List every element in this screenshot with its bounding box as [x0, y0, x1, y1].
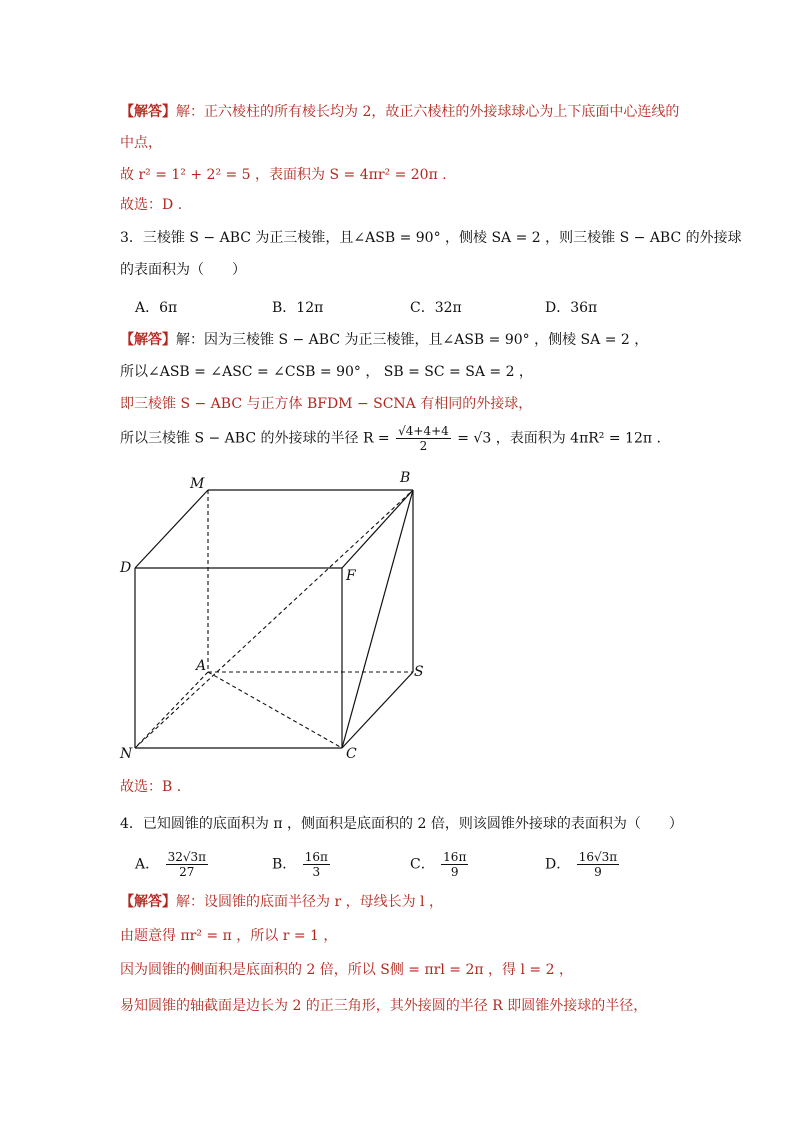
solution-tag: 【解答】	[120, 894, 176, 910]
q3-stem-line2: 的表面积为（ ）	[120, 262, 246, 278]
option-letter: D．	[545, 856, 571, 873]
q3-stem-line1: 3．三棱锥 S − ABC 为正三棱锥，且∠ASB = 90° ，侧棱 SA = 2 ，则三棱锥 S − ABC 的外接球	[120, 230, 742, 246]
q2-sol-text1: 解：正六棱柱的所有棱长均为 2，故正六棱柱的外接球球心为上下底面中心连线的	[176, 104, 680, 120]
frac-numerator: 16π	[443, 850, 467, 864]
cube-figure	[110, 460, 450, 770]
q3-option-d[interactable]: D．36π	[545, 300, 598, 316]
q3-solution-line3: 即三棱锥 S − ABC 与正方体 BFDM − SCNA 有相同的外接球，	[120, 396, 533, 412]
frac-numerator: 16√3π	[578, 850, 618, 864]
q4-sol-text1: 解：设圆锥的底面半径为 r ，母线长为 l ，	[176, 894, 443, 910]
edge-AC-dashed	[208, 672, 342, 748]
q3-option-c[interactable]: C．32π	[410, 300, 462, 316]
frac-denominator: 9	[594, 865, 602, 879]
q4-solution-line4: 易知圆锥的轴截面是边长为 2 的正三角形，其外接圆的半径 R 即圆锥外接球的半径，	[120, 998, 648, 1014]
q3-solution-line1	[120, 330, 648, 350]
q2-solution-line3: 故 r² = 1² + 2² = 5 ，表面积为 S = 4πr² = 20π .	[120, 167, 447, 183]
q3-sol4-post: = √3 ，表面积为 4πR² = 12π .	[457, 430, 661, 447]
frac-numerator: √4+4+4	[398, 424, 449, 438]
q3-sol4-pre: 所以三棱锥 S − ABC 的外接球的半径 R =	[120, 430, 390, 447]
frac-denominator: 3	[312, 865, 321, 879]
q4-solution-line2: 由题意得 πr² = π ，所以 r = 1 ，	[120, 928, 338, 944]
option-fraction	[303, 850, 330, 879]
q4-option-b[interactable]	[272, 850, 332, 879]
label-N: N	[120, 746, 133, 762]
option-letter: A．	[135, 856, 160, 873]
q3-sol-text1: 解：因为三棱锥 S − ABC 为正三棱锥，且∠ASB = 90° ，侧棱 SA = 2 ，	[176, 332, 649, 348]
label-B: B	[400, 470, 411, 486]
solution-tag: 【解答】	[120, 332, 176, 348]
q3-option-b[interactable]: B．12π	[272, 300, 324, 316]
frac-numerator: 16π	[304, 850, 328, 864]
q4-option-a[interactable]	[135, 850, 210, 879]
solution-tag: 【解答】	[120, 104, 176, 120]
label-M: M	[190, 476, 205, 492]
frac-denominator: 9	[450, 865, 459, 879]
option-fraction	[577, 850, 619, 879]
q3-solution-line4	[120, 424, 661, 453]
option-letter: B．	[272, 856, 297, 873]
frac-denominator: 2	[419, 439, 428, 453]
q2-choice: 故选：D .	[120, 197, 183, 213]
q3-choice: 故选：B .	[120, 779, 182, 795]
q2-solution-line1	[120, 102, 679, 122]
label-F: F	[346, 568, 356, 584]
q4-option-c[interactable]	[410, 850, 470, 879]
q4-stem: 4．已知圆锥的底面积为 π ，侧面积是底面积的 2 倍，则该圆锥外接球的表面积为（ ）	[120, 816, 683, 832]
option-fraction	[166, 850, 208, 879]
q4-option-d[interactable]	[545, 850, 621, 879]
diagonal-NB-dashed	[135, 490, 413, 748]
label-D: D	[120, 560, 132, 576]
option-letter: C．	[410, 856, 435, 873]
q3-solution-line2: 所以∠ASB = ∠ASC = ∠CSB = 90° ， SB = SC = SA = 2 ，	[120, 364, 533, 380]
option-fraction	[441, 850, 468, 879]
frac-numerator: 32√3π	[167, 850, 207, 864]
label-C: C	[346, 746, 357, 762]
edge-DM	[135, 490, 208, 568]
q4-solution-line3: 因为圆锥的侧面积是底面积的 2 倍，所以 S侧 = πrl = 2π ，得 l = 2 ，	[120, 962, 573, 978]
q4-solution-line1	[120, 892, 443, 912]
frac-denominator: 27	[179, 865, 195, 879]
q2-solution-line2: 中点，	[120, 135, 162, 151]
q3-radius-fraction	[396, 424, 451, 453]
label-A: A	[196, 658, 207, 674]
edge-AN-dashed	[135, 672, 208, 748]
label-S: S	[414, 664, 424, 680]
q3-option-a[interactable]: A．6π	[135, 300, 178, 316]
